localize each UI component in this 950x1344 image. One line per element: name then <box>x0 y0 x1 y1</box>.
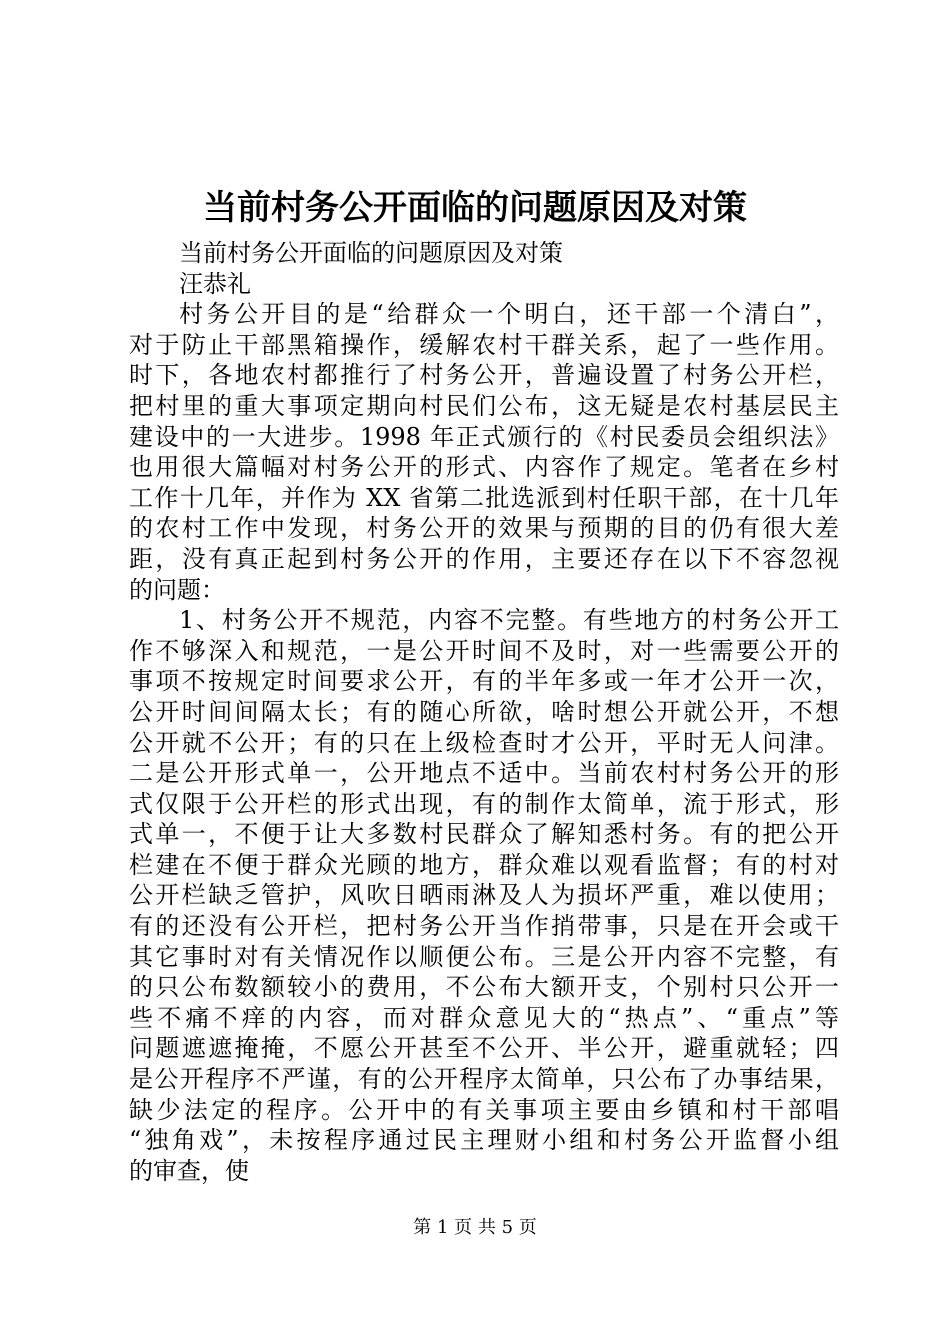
body-line: 公开就不公开；有的只在上级检查时才公开，平时无人问津。 <box>129 728 839 757</box>
body-line: 式单一，不便于让大多数村民群众了解知悉村务。有的把公开 <box>129 820 839 849</box>
body-line: 的问题： <box>129 575 225 604</box>
body-line: 建设中的一大进步。1998 年正式颁行的《村民委员会组织法》 <box>129 422 839 451</box>
body-line: 的审查，使 <box>129 1156 249 1185</box>
body-line: 也用很大篇幅对村务公开的形式、内容作了规定。笔者在乡村 <box>129 453 839 482</box>
body-line: 问题遮遮掩掩，不愿公开甚至不公开、半公开，避重就轻；四 <box>129 1034 839 1063</box>
body-line: 是公开程序不严谨，有的公开程序太简单，只公布了办事结果， <box>129 1065 839 1094</box>
body-line: 工作十几年，并作为 XX 省第二批选派到村任职干部，在十几年 <box>129 483 839 512</box>
body-line: 1、村务公开不规范，内容不完整。有些地方的村务公开工 <box>179 606 839 635</box>
body-line: 其它事时对有关情况作以顺便公布。三是公开内容不完整，有 <box>129 942 839 971</box>
document-title: 当前村务公开面临的问题原因及对策 <box>203 188 747 228</box>
body-line: 当前村务公开面临的问题原因及对策 <box>179 239 563 267</box>
body-line: 式仅限于公开栏的形式出现，有的制作太简单，流于形式，形 <box>129 789 839 818</box>
body-line: 些不痛不痒的内容，而对群众意见大的“热点”、“重点”等 <box>129 1003 839 1032</box>
body-line: 事项不按规定时间要求公开，有的半年多或一年才公开一次， <box>129 667 839 696</box>
body-line: “独角戏”，未按程序通过民主理财小组和村务公开监督小组 <box>129 1126 839 1155</box>
body-line: 缺少法定的程序。公开中的有关事项主要由乡镇和村干部唱 <box>129 1095 839 1124</box>
body-line: 公开时间间隔太长；有的随心所欲，啥时想公开就公开，不想 <box>129 697 839 726</box>
body-line: 作不够深入和规范，一是公开时间不及时，对一些需要公开的 <box>129 636 839 665</box>
body-line: 栏建在不便于群众光顾的地方，群众难以观看监督；有的村对 <box>129 850 839 879</box>
body-line: 村务公开目的是“给群众一个明白，还干部一个清白”， <box>179 300 839 329</box>
body-line: 的农村工作中发现，村务公开的效果与预期的目的仍有很大差 <box>129 514 839 543</box>
body-line: 的只公布数额较小的费用，不公布大额开支，个别村只公开一 <box>129 973 839 1002</box>
body-line: 把村里的重大事项定期向村民们公布，这无疑是农村基层民主 <box>129 391 839 420</box>
body-line: 公开栏缺乏管护，风吹日晒雨淋及人为损坏严重，难以使用； <box>129 881 839 910</box>
body-line: 二是公开形式单一，公开地点不适中。当前农村村务公开的形 <box>129 759 839 788</box>
body-line: 汪恭礼 <box>179 269 251 298</box>
body-line: 有的还没有公开栏，把村务公开当作捎带事，只是在开会或干 <box>129 912 839 941</box>
document-body <box>129 238 839 1186</box>
body-line: 距，没有真正起到村务公开的作用，主要还存在以下不容忽视 <box>129 544 839 573</box>
body-line: 时下，各地农村都推行了村务公开，普遍设置了村务公开栏， <box>129 361 839 390</box>
body-line: 对于防止干部黑箱操作，缓解农村干群关系，起了一些作用。 <box>129 330 839 359</box>
page-footer: 第 1 页 共 5 页 <box>413 1217 537 1238</box>
